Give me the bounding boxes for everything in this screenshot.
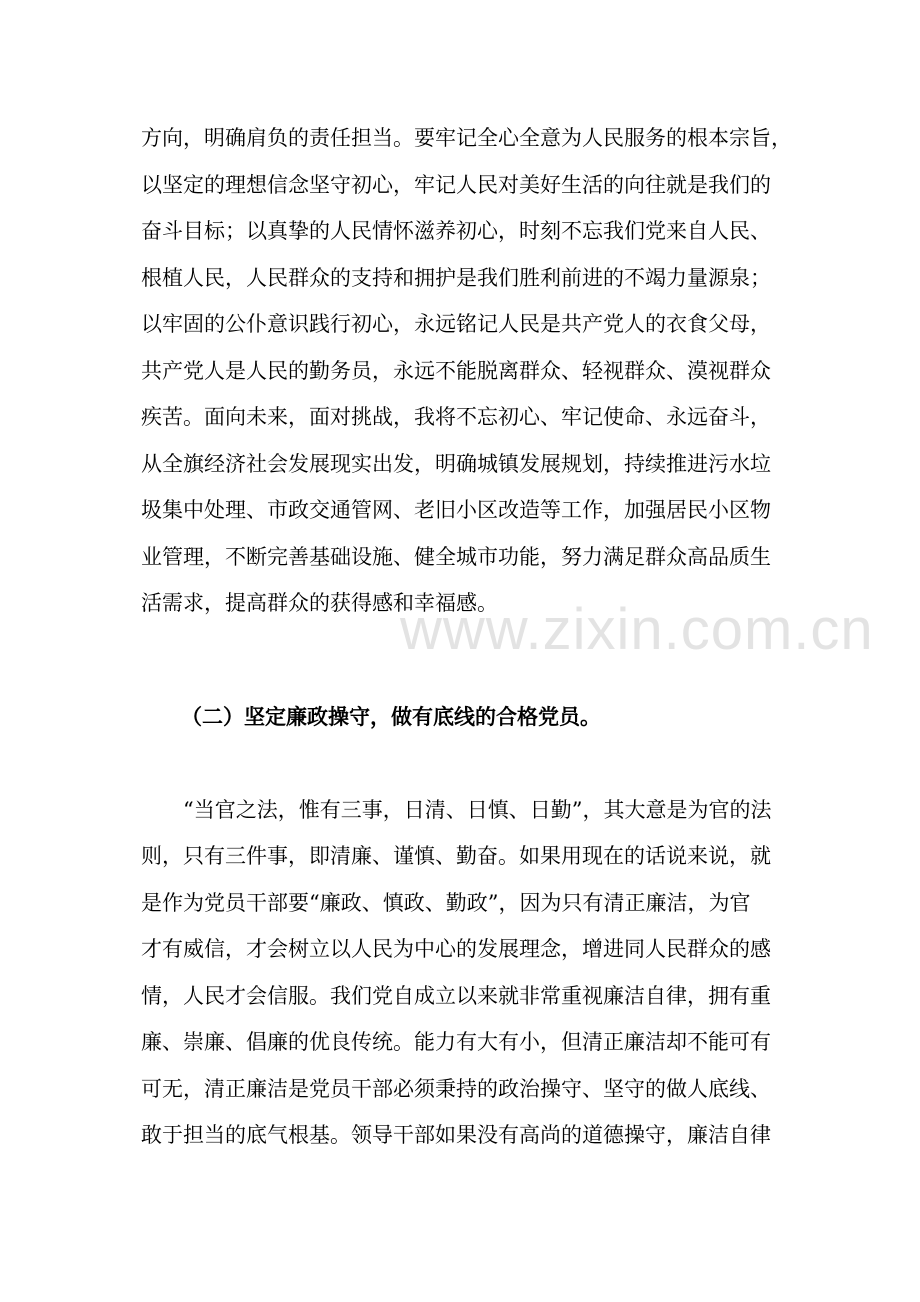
paragraph-1-line-9: 圾集中处理、市政交通管网、老旧小区改造等工作，加强居民小区物 [141,498,771,522]
paragraph-1-line-11: 活需求，提高群众的获得感和幸福感。 [141,591,498,615]
paragraph-1-line-4: 根植人民，人民群众的支持和拥护是我们胜利前进的不竭力量源泉； [141,266,771,290]
paragraph-1-line-5: 以牢固的公仆意识践行初心，永远铭记人民是共产党人的衣食父母， [141,312,771,336]
paragraph-2-line-1: “当官之法，惟有三事，日清、日慎、日勤”，其大意是为官的法 [183,798,772,822]
paragraph-1-line-8: 从全旗经济社会发展现实出发，明确城镇发展规划，持续推进污水垃 [141,452,771,476]
paragraph-1-line-3: 奋斗目标；以真挚的人民情怀滋养初心，时刻不忘我们党来自人民、 [141,219,771,243]
paragraph-2-line-3: 是作为党员干部要“廉政、慎政、勤政”，因为只有清正廉洁，为官 [141,891,751,915]
paragraph-1-line-7: 疾苦。面向未来，面对挑战，我将不忘初心、牢记使命、永远奋斗， [141,405,771,429]
paragraph-1-line-6: 共产党人是人民的勤务员，永远不能脱离群众、轻视群众、漠视群众 [141,359,771,383]
paragraph-1-line-2: 以坚定的理想信念坚守初心，牢记人民对美好生活的向往就是我们的 [141,173,771,197]
paragraph-2-line-5: 情，人民才会信服。我们党自成立以来就非常重视廉洁自律，拥有重 [141,984,771,1008]
paragraph-2-line-7: 可无，清正廉洁是党员干部必须秉持的政治操守、坚守的做人底线、 [141,1077,771,1101]
paragraph-2-line-2: 则，只有三件事，即清廉、谨慎、勤奋。如果用现在的话说来说，就 [141,844,771,868]
section-heading: （二）坚定廉政操守，做有底线的合格党员。 [181,704,601,729]
watermark: www.zixin.com.cn [400,597,874,662]
paragraph-1-line-1: 方向，明确肩负的责任担当。要牢记全心全意为人民服务的根本宗旨， [141,126,792,150]
paragraph-2-line-8: 敢于担当的底气根基。领导干部如果没有高尚的道德操守，廉洁自律 [141,1123,771,1147]
paragraph-1-line-10: 业管理，不断完善基础设施、健全城市功能，努力满足群众高品质生 [141,545,771,569]
paragraph-2-line-6: 廉、崇廉、倡廉的优良传统。能力有大有小，但清正廉洁却不能可有 [141,1030,771,1054]
paragraph-2-line-4: 才有威信，才会树立以人民为中心的发展理念，增进同人民群众的感 [141,937,771,961]
